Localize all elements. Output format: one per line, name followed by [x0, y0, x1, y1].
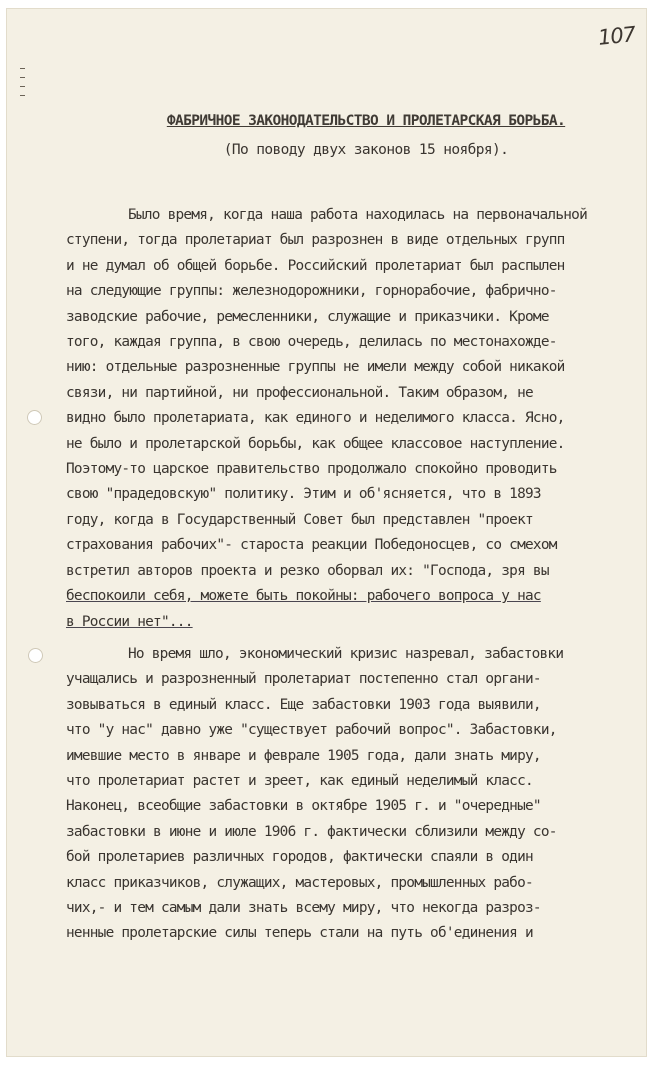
text-line: Поэтому-то царское правительство продолжало спокойно проводить [66, 461, 557, 478]
text-line: видно было пролетариата, как единого и неделимого класса. Ясно, [66, 410, 565, 427]
text-line: учащались и разрозненный пролетариат постепенно стал органи- [66, 671, 541, 688]
document-body [66, 113, 648, 947]
text-line: ненные пролетарские силы теперь стали на путь об'единения и [66, 925, 533, 942]
text-line: ступени, тогда пролетариат был разрознен в виде отдельных групп [66, 232, 565, 249]
text-line: Было время, когда наша работа находилась на первоначальной [128, 207, 588, 223]
text-line: чих,- и тем самым дали знать всему миру, что некогда разроз- [66, 899, 541, 916]
text-line-underlined: беспокоили себя, можете быть покойны: рабочего вопроса у нас [66, 588, 541, 605]
text-line: нию: отдельные разрозненные группы не имели между собой никакой [66, 359, 565, 376]
text-line: класс приказчиков, служащих, мастеровых, промышленных рабо- [66, 874, 533, 891]
paragraph-1 [66, 203, 648, 635]
text-line: имевшие место в январе и феврале 1905 года, дали знать миру, [66, 747, 541, 764]
document-title: ФАБРИЧНОЕ ЗАКОНОДАТЕЛЬСТВО И ПРОЛЕТАРСКАЯ БОРЬБА. [166, 113, 566, 129]
text-line: и не думал об общей борьбе. Российский пролетариат был распылен [66, 257, 565, 274]
text-line: Наконец, всеобщие забастовки в октябре 1905 г. и "очередные" [66, 798, 541, 815]
text-line: встретил авторов проекта и резко оборвал их: "Господа, зря вы [66, 562, 549, 579]
text-line: году, когда в Государственный Совет был представлен "проект [66, 511, 533, 528]
margin-tick-marks [20, 68, 28, 108]
text-line: на следующие группы: железнодорожники, горнорабочие, фабрично- [66, 283, 557, 300]
text-line: страхования рабочих"- староста реакции Победоносцев, со смехом [66, 537, 557, 554]
paragraph-2 [66, 642, 648, 947]
punch-hole-bottom [28, 648, 43, 663]
text-line: Но время шло, экономический кризис назревал, забастовки [128, 645, 564, 662]
punch-hole-top [27, 410, 42, 425]
text-line: что "у нас" давно уже "существует рабочий вопрос". Забастовки, [66, 722, 557, 739]
text-line: зовываться в единый класс. Еще забастовки 1903 года выявили, [66, 696, 541, 713]
document-subtitle: (По поводу двух законов 15 ноября). [223, 142, 509, 158]
text-line: не было и пролетарской борьбы, как общее классовое наступление. [66, 435, 565, 452]
text-line: заводские рабочие, ремесленники, служащие и приказчики. Кроме [66, 308, 549, 325]
text-line-underlined: в России нет"... [66, 613, 193, 630]
text-line: свою "прадедовскую" политику. Этим и об'ясняется, что в 1893 [66, 486, 541, 503]
text-line: забастовки в июне и июле 1906 г. фактически сблизили между со- [66, 823, 557, 840]
text-line: того, каждая группа, в свою очередь, делилась по местонахожде- [66, 334, 557, 351]
handwritten-page-number: 107 [596, 22, 637, 50]
text-line: бой пролетариев различных городов, фактически спаяли в один [66, 849, 533, 866]
text-line: связи, ни партийной, ни профессиональной. Таким образом, не [66, 384, 533, 401]
text-line: что пролетариат растет и зреет, как единый неделимый класс. [66, 772, 533, 789]
